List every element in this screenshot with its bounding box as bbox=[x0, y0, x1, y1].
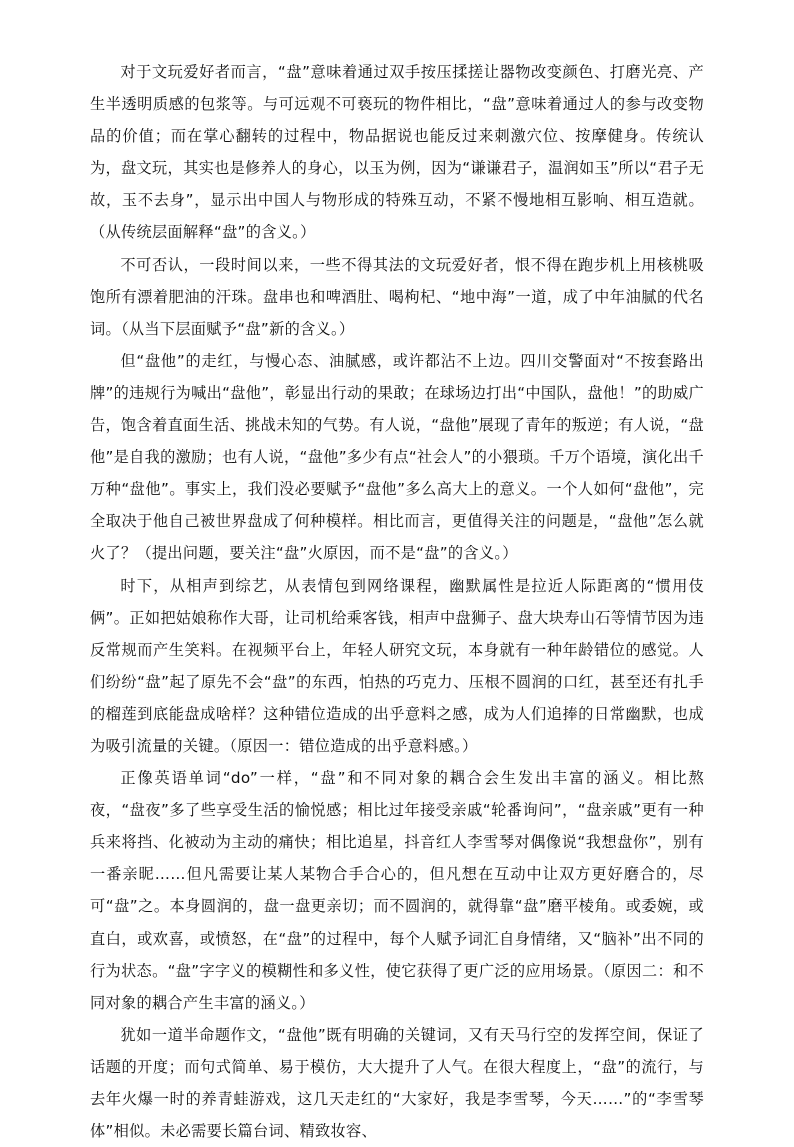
paragraph-3: 但“盘他”的走红，与慢心态、油腻感，或许都沾不上边。四川交警面对“不按套路出牌”的违规行为喊出“盘他”，彰显出行动的果敢；在球场边打出“中国队，盘他！”的助威广告，饱含着直面生活、挑战未知的气势。有人说，“盘他”展现了青年的叛逆；有人说，“盘他”是自我的激励；也有人说，“盘他”多少有点“社会人”的小猥琐。千万个语境，演化出千万种“盘他”。事实上，我们没必要赋予“盘他”多么高大上的意义。一个人如何“盘他”，完全取决于他自己被世界盘成了何种模样。相比而言，更值得关注的问题是，“盘他”怎么就火了？（提出问题，要关注“盘”火原因，而不是“盘”的含义。） bbox=[90, 351, 704, 563]
paragraph-2: 不可否认，一段时间以来，一些不得其法的文玩爱好者，恨不得在跑步机上用核桃吸饱所有漂着肥油的汗珠。盘串也和啤酒肚、喝枸杞、“地中海”一道，成了中年油腻的代名词。（从当下层面赋予“盘”新的含义。） bbox=[90, 255, 704, 338]
paragraph-5: 正像英语单词“do”一样，“盘”和不同对象的耦合会生发出丰富的涵义。相比熬夜，“盘夜”多了些享受生活的愉悦感；相比过年接受亲戚“轮番询问”，“盘亲戚”更有一种兵来将挡、化被动为主动的痛快；相比追星，抖音红人李雪琴对偶像说“我想盘你”，别有一番亲昵……但凡需要让某人某物合手合心的，但凡想在互动中让双方更好磨合的，尽可“盘”之。本身圆润的，盘一盘更亲切；而不圆润的，就得靠“盘”磨平棱角。或委婉，或直白，或欢喜，或愤怒，在“盘”的过程中，每个人赋予词汇自身情绪，又“脑补”出不同的行为状态。“盘”字字义的模糊性和多义性，使它获得了更广泛的应用场景。（原因二：和不同对象的耦合产生丰富的涵义。） bbox=[90, 769, 704, 1012]
paragraph-4: 时下，从相声到综艺，从表情包到网络课程，幽默属性是拉近人际距离的“惯用伎俩”。正如把姑娘称作大哥，让司机给乘客钱，相声中盘狮子、盘大块寿山石等情节因为违反常规而产生笑料。在视频平台上，年轻人研究文玩，本身就有一种年龄错位的感觉。人们纷纷“盘”起了原先不会“盘”的东西，怕热的巧克力、压根不圆润的口红，甚至还有扎手的榴莲到底能盘成啥样？这种错位造成的出乎意料之感，成为人们追捧的日常幽默，也成为吸引流量的关键。（原因一：错位造成的出乎意料感。） bbox=[90, 576, 704, 755]
paragraph-1: 对于文玩爱好者而言，“盘”意味着通过双手按压揉搓让器物改变颜色、打磨光亮、产生半透明质感的包浆等。与可远观不可亵玩的物件相比，“盘”意味着通过人的参与改变物品的价值；而在掌心翻转的过程中，物品据说也能反过来刺激穴位、按摩健身。传统认为，盘文玩，其实也是修养人的身心，以玉为例，因为“谦谦君子，温润如玉”所以“君子无故，玉不去身”，显示出中国人与物形成的特殊互动，不紧不慢地相互影响、相互造就。（从传统层面解释“盘”的含义。） bbox=[90, 63, 704, 242]
article-body bbox=[90, 56, 704, 1147]
paragraph-6: 犹如一道半命题作文，“盘他”既有明确的关键词，又有天马行空的发挥空间，保证了话题的开度；而句式简单、易于模仿，大大提升了人气。在很大程度上，“盘”的流行，与去年火爆一时的养青蛙游戏，这几天走红的“大家好，我是李雪琴，今天……”的“李雪琴体”相似。未必需要长篇台词、精致妆容、 bbox=[90, 1025, 704, 1141]
